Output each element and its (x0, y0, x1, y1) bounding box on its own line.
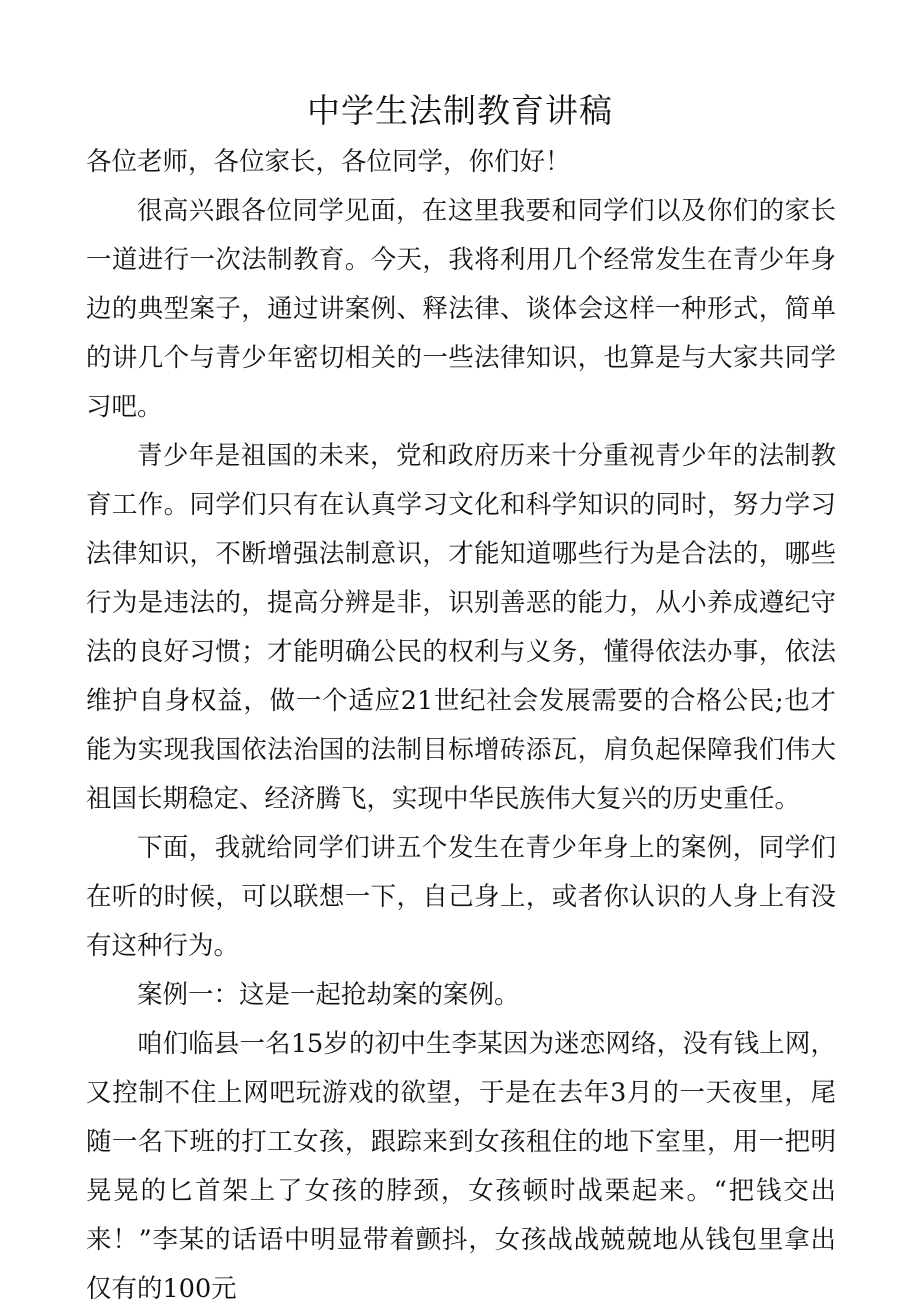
document-body (86, 138, 836, 1314)
purpose-paragraph: 青少年是祖国的未来，党和政府历来十分重视青少年的法制教育工作。同学们只有在认真学习文化和科学知识的同时，努力学习法律知识，不断增强法制意识，才能知道哪些行为是合法的，哪些行为是违法的，提高分辨是非，识别善恶的能力，从小养成遵纪守法的良好习惯；才能明确公民的权利与义务，懂得依法办事，依法维护自身权益，做一个适应21世纪社会发展需要的合格公民;也才能为实现我国依法治国的法制目标增砖添瓦，肩负起保障我们伟大祖国长期稳定、经济腾飞，实现中华民族伟大复兴的历史重任。 (86, 441, 836, 814)
case-one-paragraph: 咱们临县一名15岁的初中生李某因为迷恋网络，没有钱上网，又控制不住上网吧玩游戏的欲望，于是在去年3月的一天夜里，尾随一名下班的打工女孩，跟踪来到女孩租住的地下室里，用一把明晃晃的匕首架上了女孩的脖颈，女孩顿时战栗起来。“把钱交出来！”李某的话语中明显带着颤抖，女孩战战兢兢地从钱包里拿出仅有的100元 (86, 1029, 836, 1304)
document-title: 中学生法制教育讲稿 (307, 91, 613, 130)
greeting-paragraph: 各位老师，各位家长，各位同学，你们好！ (86, 147, 571, 177)
case-one-heading: 案例一：这是一起抢劫案的案例。 (137, 980, 520, 1010)
cases-intro-paragraph: 下面，我就给同学们讲五个发生在青少年身上的案例，同学们在听的时候，可以联想一下，自己身上，或者你认识的人身上有没有这种行为。 (86, 833, 836, 961)
intro-paragraph: 很高兴跟各位同学见面，在这里我要和同学们以及你们的家长一道进行一次法制教育。今天，我将利用几个经常发生在青少年身边的典型案子，通过讲案例、释法律、谈体会这样一种形式，简单的讲几个与青少年密切相关的一些法律知识，也算是与大家共同学习吧。 (86, 196, 836, 422)
